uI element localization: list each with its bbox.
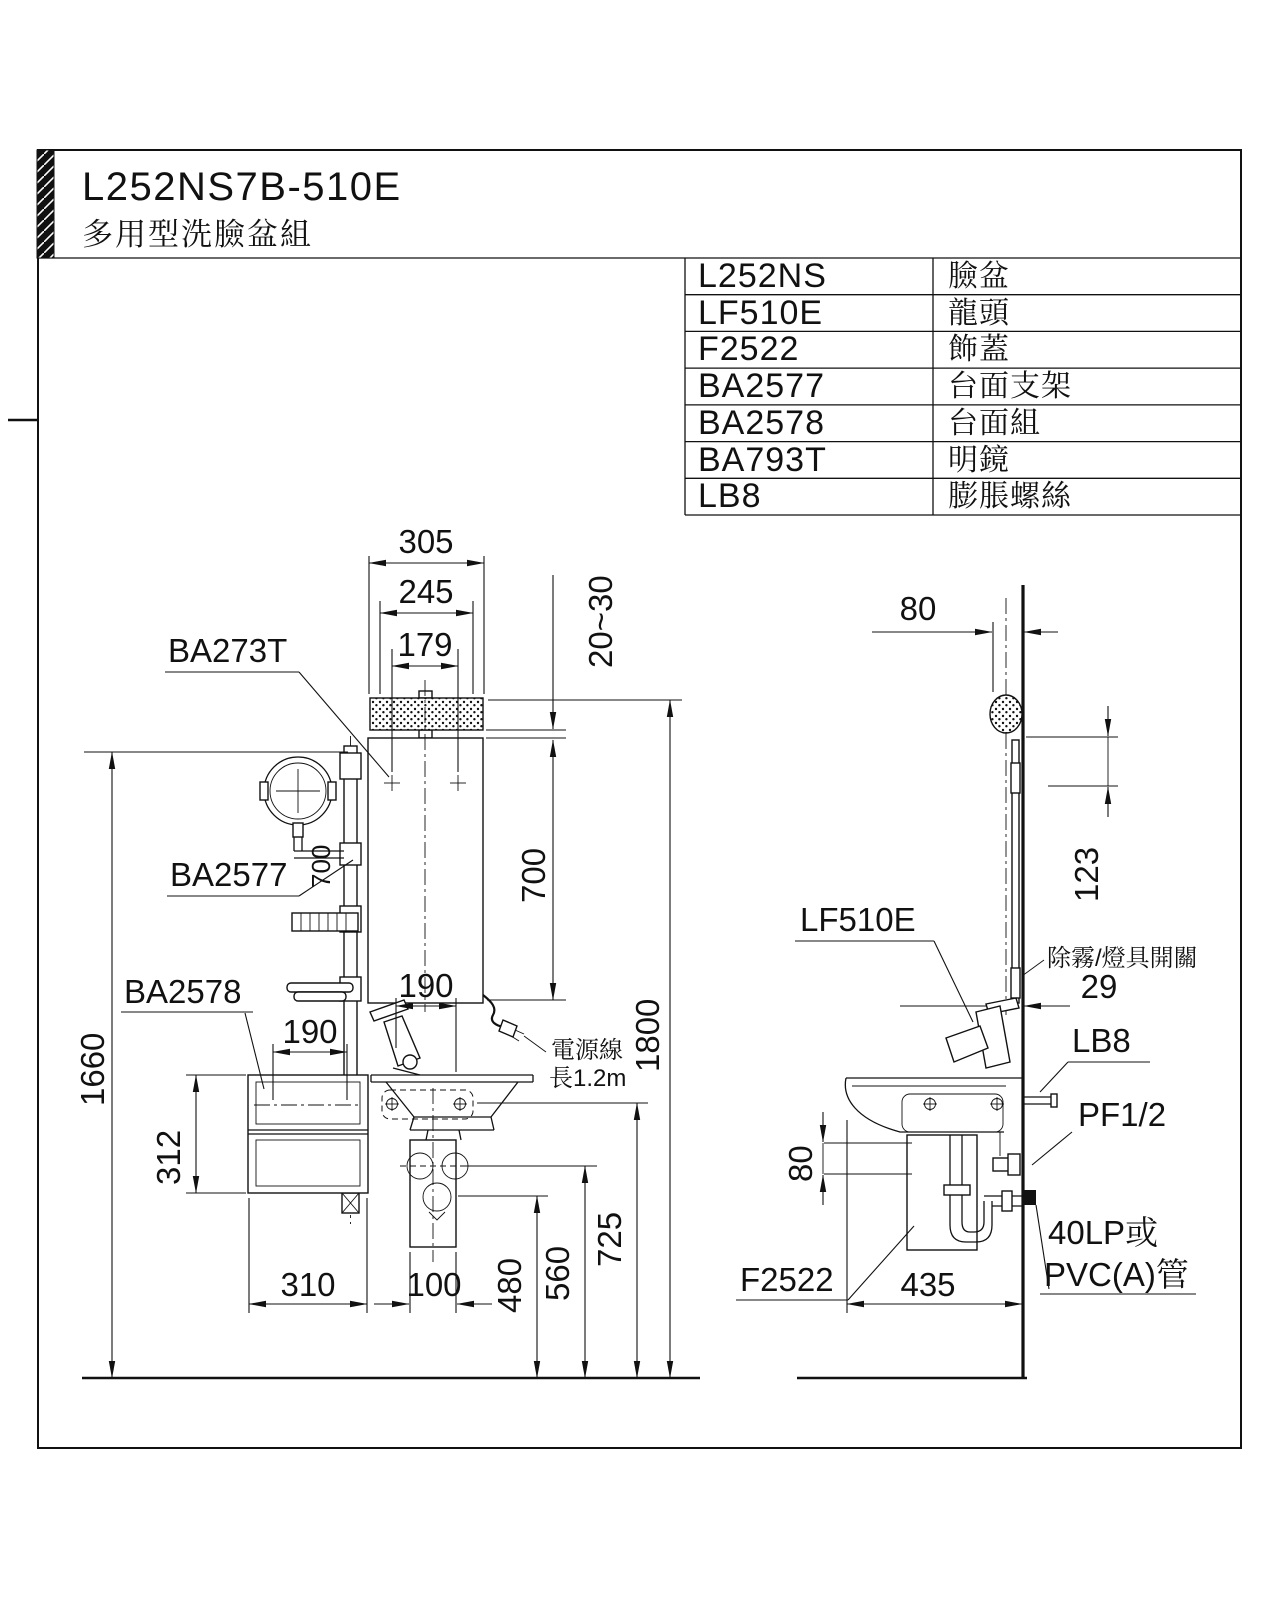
part-code: LF510E [698,294,824,332]
dim-480 [458,1196,548,1378]
label-ba2578 [121,973,264,1089]
part-code: BA2578 [698,404,825,442]
dim-190-cabinet-value: 190 [282,1013,338,1050]
basin-screw-side-left [923,1097,937,1111]
table-row [698,330,1010,368]
dim-29-value: 29 [1080,968,1118,1005]
svg-text:F2522: F2522 [740,1261,834,1298]
dim-700-bar-value: 700 [306,844,336,888]
table-row [698,367,1072,405]
dim-310 [249,1198,367,1313]
shelf-rack [292,913,358,931]
table-row [698,257,1010,295]
power-cord-note-line2: 長1.2m [549,1065,627,1092]
table-row [698,441,1010,479]
switch-note-text: 除霧/燈具開關 [1047,945,1198,972]
dim-312 [150,1075,246,1193]
light-fixture-side [990,695,1022,733]
basin-screw-left [385,1097,399,1111]
dim-435-value: 435 [900,1266,956,1303]
dim-123-value: 123 [1068,846,1105,902]
dim-1800-value: 1800 [629,998,666,1072]
dim-560-value: 560 [539,1245,576,1301]
dim-20-30-value: 20~30 [582,575,619,668]
part-name: 明鏡 [948,444,1010,477]
dim-725-value: 725 [591,1211,628,1267]
part-code: BA793T [698,441,827,479]
cabinet [248,1075,368,1193]
part-code: BA2577 [698,367,825,405]
faucet-front [370,1000,420,1075]
dim-123 [1026,706,1118,902]
pf12-valve [993,1132,1020,1175]
dim-310-value: 310 [280,1266,336,1303]
label-drain-pipe [1036,1205,1196,1294]
pipe-wall-outlet [1023,1190,1036,1205]
dim-245-value: 245 [398,573,454,610]
product-name: 多用型洗臉盆組 [82,217,313,252]
power-plug [499,1020,517,1037]
drain-pipe-line2: PVC(A)管 [1044,1256,1189,1293]
dim-1660-value: 1660 [74,1032,111,1106]
round-mirror [260,757,344,858]
faucet-side [946,998,1019,1068]
dim-179-value: 179 [397,626,453,663]
part-name: 膨脹螺絲 [948,480,1072,513]
label-f2522 [736,1226,914,1300]
trap-shroud [907,1135,1036,1250]
dim-305-value: 305 [398,523,454,560]
basin-front [371,1075,533,1140]
basin-side [845,1078,1022,1132]
parts-table [685,257,1241,515]
label-lb8 [1040,1022,1150,1092]
power-cord [483,995,626,1092]
drain-pipe-line1: 40LP或 [1048,1214,1159,1251]
dim-100-value: 100 [406,1266,462,1303]
front-view [74,523,700,1378]
table-row [698,294,1010,332]
part-name: 台面組 [948,407,1041,440]
dim-725 [477,1103,648,1378]
model-number: L252NS7B-510E [82,165,402,209]
svg-text:BA2578: BA2578 [124,973,242,1010]
side-view [736,585,1198,1378]
dim-700-mirror-value: 700 [515,847,552,903]
part-code: L252NS [698,257,827,295]
dim-80-top [872,590,1058,692]
part-name: 龍頭 [948,297,1010,330]
part-code: LB8 [698,477,762,515]
dim-312-value: 312 [150,1129,187,1185]
title-block [82,165,402,252]
basin-screw-right [453,1097,467,1111]
dim-80-top-value: 80 [899,590,937,627]
basin-screw-side-right [990,1097,1004,1111]
table-row [698,404,1041,442]
mirror-edge [1011,740,1020,1003]
lb8-bolt [1023,1094,1057,1107]
part-name: 臉盆 [948,260,1010,293]
part-code: F2522 [698,330,800,368]
dim-480-value: 480 [491,1257,528,1313]
part-name: 飾蓋 [948,333,1010,366]
svg-text:BA2577: BA2577 [170,856,288,893]
power-cord-note-line1: 電源線 [551,1037,623,1064]
dim-560 [466,1166,597,1378]
dim-20-30-and-700 [486,575,619,1000]
dim-190-faucet-value: 190 [398,967,454,1004]
dim-80-side-value: 80 [782,1145,819,1182]
svg-text:BA273T: BA273T [168,632,288,669]
svg-text:LF510E: LF510E [800,901,916,938]
svg-text:LB8: LB8 [1072,1022,1131,1059]
table-row [698,477,1072,515]
label-lf510e [795,901,973,1022]
light-fixture [370,691,483,738]
part-name: 台面支架 [948,370,1072,403]
svg-text:PF1/2: PF1/2 [1078,1096,1167,1133]
corner-hatch-bar [37,150,54,258]
soap-dish [287,983,353,1001]
